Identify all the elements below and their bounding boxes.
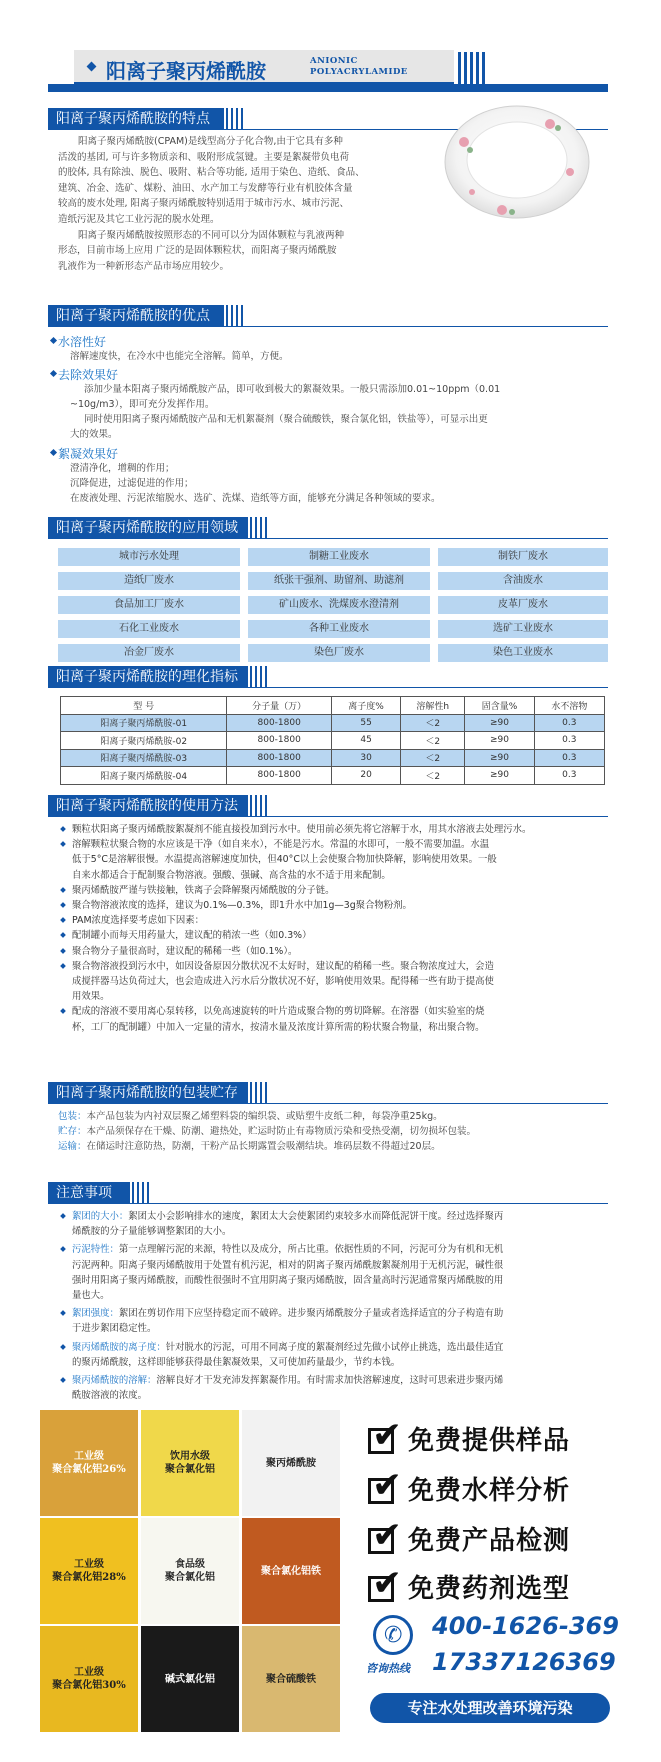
usage-line: 配制罐小而每天用药量大，建议配的稍浓一些（如0.3%） [72, 930, 312, 942]
usage-line: 配成的溶液不要用离心泵转移，以免高速旋转的叶片造成聚合物的剪切降解。在溶器（如实验室的烧 [72, 1006, 485, 1018]
note-item [60, 1209, 608, 1239]
note-item [60, 1340, 608, 1370]
note-line: 量也大。 [72, 1290, 110, 1302]
usage-line: 自来水都适合于配制聚合物溶液。强酸、强碱、高含盐的水不适于用来配制。 [72, 869, 391, 881]
usage-line: 聚合物分子量很高时，建议配的稀稀一些（如0.1%）。 [72, 945, 298, 957]
note-line: 烯酰胺的分子量能够调整絮团的大小。 [72, 1226, 232, 1238]
section-title-packaging: 阳离子聚丙烯酰胺的包装贮存 [48, 1082, 248, 1104]
usage-line: 杯，工厂的配制罐）中加入一定量的清水，按清水量及浓度计算所需的粉状聚合物量，称出聚合物。 [72, 1021, 485, 1033]
table-cell: ＜2 [401, 749, 465, 767]
note-line: 的聚丙烯酰胺，这样即能够获得最佳絮凝效果，又可使加药量最少，节约本钱。 [72, 1356, 401, 1368]
product-label-2: 聚合硫酸铁 [266, 1673, 316, 1685]
note-key: 污泥特性： [72, 1244, 119, 1256]
product-tile [242, 1626, 340, 1732]
product-label-2: 聚合氯化铝30% [52, 1680, 126, 1691]
packaging-text: 在储运时注意防热，防潮，干粉产品长期露置会吸潮结块。堆码层数不得超过20层。 [86, 1141, 441, 1152]
advantage-line: 沉降促进，过滤促进的作用； [70, 478, 194, 489]
check-icon: ✔ [372, 1465, 403, 1506]
product-tile [242, 1410, 340, 1516]
note-line [72, 1209, 608, 1224]
banner-title-cn: 阳离子聚丙烯酰胺 [106, 59, 266, 83]
note-text: 絮团在剪切作用下应坚持稳定而不破碎。进步聚丙烯酰胺分子量或者选择适宜的分子构造有助 [118, 1308, 504, 1320]
advantage-line: ~10g/m3），即可充分发挥作用。 [70, 399, 215, 410]
table-cell: ≥90 [465, 714, 534, 732]
table-cell: 30 [331, 749, 400, 767]
product-tile [141, 1410, 239, 1516]
application-cell: 染色厂废水 [248, 644, 430, 662]
advantage-text [70, 382, 610, 442]
usage-line: 聚合物溶液投到污水中，如因设备原因分散状况不太好时，建议配的稍稀一些。聚合物浓度过大，会造 [72, 960, 494, 972]
table-cell: 800-1800 [227, 749, 331, 767]
service-text: 免费产品检测 [408, 1526, 571, 1556]
note-item [60, 1242, 608, 1303]
product-label-2: 聚合氯化铝26% [52, 1464, 126, 1475]
banner-title-en: ANIONIC POLYACRYLAMIDE [310, 56, 408, 77]
usage-item [60, 913, 608, 928]
page-banner [48, 46, 608, 94]
product-label-1: 工业级 [73, 1667, 104, 1678]
application-cell: 纸张干强剂、助留剂、助滤剂 [248, 572, 430, 590]
usage-line: 颗粒状阳离子聚丙烯酰胺絮凝剂不能直接投加到污水中。使用前必须先将它溶解于水，用其水溶液去处理污水。 [72, 824, 532, 835]
note-line [72, 1373, 608, 1388]
application-cell: 含油废水 [438, 572, 608, 590]
slogan: 专注水处理改善环境污染 [370, 1693, 610, 1723]
table-cell: 阳离子聚丙烯酰胺-03 [61, 749, 227, 767]
usage-line: 低于5°C是溶解很慢。水温提高溶解速度加快，但40°C以上会使聚合物加快降解，影响使用效果。一般 [72, 854, 497, 866]
hotline-label: 咨询热线 [366, 1662, 410, 1675]
table-cell: 45 [331, 732, 400, 750]
advantage-text [70, 349, 610, 364]
features-line: 较高的废水处理, 阳离子聚丙烯酰胺特别适用于城市污水、城市污泥、 [58, 198, 350, 210]
table-header-cell: 水不溶物 [534, 697, 604, 715]
table-header-cell: 固含量% [465, 697, 534, 715]
check-icon: ✔ [372, 1515, 403, 1556]
advantage-text [70, 461, 610, 506]
packaging-key: 贮存： [58, 1126, 87, 1137]
note-line [72, 1340, 608, 1355]
product-label-2: 聚合氯化铝 [165, 1572, 215, 1583]
table-row [61, 714, 605, 732]
phone-icon: ✆ [373, 1615, 413, 1655]
application-cell: 制糖工业废水 [248, 548, 430, 566]
application-cell: 选矿工业废水 [438, 620, 608, 638]
usage-item [60, 928, 608, 943]
section-title-usage: 阳离子聚丙烯酰胺的使用方法 [48, 795, 248, 817]
note-text: 溶解良好才干发充沛发挥絮凝作用。有时需求加快溶解速度，这时可思索进步聚丙烯 [156, 1375, 504, 1387]
table-cell: ≥90 [465, 732, 534, 750]
table-header-cell: 型 号 [61, 697, 227, 715]
packaging-item [58, 1124, 610, 1139]
note-line: 污泥两种。阳离子聚丙烯酰胺用于处置有机污泥，相对的阴离子聚丙烯酰胺絮凝剂用于无机污泥，碱性很 [72, 1259, 504, 1271]
table-cell: ≥90 [465, 749, 534, 767]
service-text: 免费药剂选型 [408, 1574, 571, 1604]
section-title-advantages: 阳离子聚丙烯酰胺的优点 [48, 305, 224, 327]
stripes-decoration [458, 52, 488, 84]
table-row [61, 732, 605, 750]
usage-item [60, 944, 608, 959]
table-cell: 阳离子聚丙烯酰胺-01 [61, 714, 227, 732]
usage-item [60, 883, 608, 898]
table-cell: 55 [331, 714, 400, 732]
product-label-1: 工业级 [73, 1559, 104, 1570]
section-title-features: 阳离子聚丙烯酰胺的特点 [48, 108, 224, 130]
product-label-1: 食品级 [175, 1559, 205, 1570]
note-key: 聚丙烯酰胺的溶解： [72, 1375, 157, 1387]
note-line: 于进步絮团稳定性。 [72, 1323, 157, 1335]
plate-image [442, 102, 592, 220]
features-line: 乳液作为一种新形态产品市场应用较少。 [58, 260, 230, 272]
features-line: 阳离子聚丙烯酰胺按照形态的不同可以分为固体颗粒与乳液两种 [78, 229, 345, 241]
application-cell: 皮革厂废水 [438, 596, 608, 614]
table-cell: 800-1800 [227, 767, 331, 785]
packaging-key: 包装： [58, 1111, 87, 1122]
note-text: 絮团太小会影响排水的速度，絮团太大会使絮团约束较多水而降低泥饼干度。经过选择聚丙 [128, 1211, 504, 1222]
phone-number-1[interactable]: 400-1626-369 [432, 1612, 619, 1640]
product-tile [40, 1518, 138, 1624]
features-line: 形态，目前市场上应用 广泛的是固体颗粒状，而阳离子聚丙烯酰胺 [58, 245, 337, 257]
table-cell: ＜2 [401, 767, 465, 785]
features-line: 造纸污泥及其它工业污泥的脱水处理。 [58, 213, 220, 225]
product-grid [40, 1410, 340, 1733]
usage-item [60, 837, 608, 883]
advantage-heading: 絮凝效果好 [58, 447, 119, 461]
application-cell: 造纸厂废水 [58, 572, 240, 590]
note-line [72, 1242, 608, 1257]
table-cell: ＜2 [401, 714, 465, 732]
application-cell: 石化工业废水 [58, 620, 240, 638]
packaging-item [58, 1139, 610, 1154]
table-cell: 0.3 [534, 767, 604, 785]
product-tile [141, 1518, 239, 1624]
product-tile [40, 1410, 138, 1516]
usage-line: 溶解颗粒状聚合物的水应该是干净（如自来水），不能是污水。常温的水即可，一般不需要加温。水温 [72, 839, 490, 851]
product-tile [141, 1626, 239, 1732]
note-text: 第一点理解污泥的来源，特性以及成分，所占比重。依据性质的不同，污泥可分为有机和无机 [118, 1244, 504, 1256]
usage-line: 用效果。 [72, 991, 110, 1003]
application-cell: 食品加工厂废水 [58, 596, 240, 614]
table-cell: 20 [331, 767, 400, 785]
product-label-1: 饮用水级 [170, 1451, 210, 1462]
features-line: 阳离子聚丙烯酰胺(CPAM)是线型高分子化合物,由于它具有多种 [78, 136, 343, 147]
advantage-line: 大的效果。 [70, 429, 118, 440]
note-key: 絮团强度： [72, 1308, 119, 1320]
usage-line: 聚合物溶液浓度的选择，建议为0.1%—0.3%，即1升水中加1g—3g聚合物粉剂。 [72, 900, 412, 912]
application-cell: 矿山废水、洗煤废水澄清剂 [248, 596, 430, 614]
advantage-heading: 水溶性好 [58, 335, 107, 349]
table-cell: ＜2 [401, 732, 465, 750]
product-label-2: 聚合氯化铝28% [52, 1572, 126, 1583]
features-line: 建筑、冶金、选矿、煤粉、油田、水产加工与发酵等行业有机胶体含量 [58, 182, 353, 194]
section-title-applications: 阳离子聚丙烯酰胺的应用领域 [48, 517, 248, 539]
application-cell: 制铁厂废水 [438, 548, 608, 566]
section-title-specs: 阳离子聚丙烯酰胺的理化指标 [48, 666, 248, 688]
phone-number-2[interactable]: 17337126369 [432, 1648, 616, 1676]
check-icon: ✔ [372, 1563, 403, 1604]
product-tile [40, 1626, 138, 1732]
note-line: 强时用阳离子聚丙烯酰胺，而酸性很强时不宜用阴离子聚丙烯酰胺，固含量高时污泥通常聚丙烯酰胺的用 [72, 1274, 504, 1286]
usage-line: 成搅拌器马达负荷过大，也会造成进入污水后分散状况不好，影响使用效果。配得稀一些有助于提高使 [72, 976, 494, 988]
usage-item [60, 959, 608, 1005]
packaging-text: 本产品包装为内衬双层聚乙烯塑料袋的编织袋、或贴塑牛皮纸二种，每袋净重25kg。 [86, 1111, 443, 1122]
advantage-line: 在废液处理、污泥浓缩脱水、选矿、洗煤、造纸等方面，能够充分满足各种领域的要求。 [70, 493, 441, 504]
packaging-key: 运输： [58, 1141, 87, 1152]
product-label-2: 聚丙烯酰胺 [266, 1457, 316, 1469]
advantage-heading: 去除效果好 [58, 368, 119, 382]
service-text: 免费水样分析 [408, 1476, 571, 1506]
table-cell: ≥90 [465, 767, 534, 785]
table-header-row [61, 697, 605, 715]
table-cell: 阳离子聚丙烯酰胺-02 [61, 732, 227, 750]
service-text: 免费提供样品 [408, 1426, 571, 1456]
product-tile [242, 1518, 340, 1624]
table-header-cell: 溶解性h [401, 697, 465, 715]
note-text: 针对脱水的污泥，可用不同离子度的絮凝剂经过先做小试停止挑选，选出最佳适宜 [165, 1341, 504, 1353]
note-key: 聚丙烯酰胺的离子度： [72, 1341, 166, 1353]
product-label-2: 碱式氯化铝 [165, 1673, 215, 1685]
advantage-line: 澄清净化，增稠的作用； [70, 463, 175, 474]
application-cell: 各种工业废水 [248, 620, 430, 638]
usage-line: 聚丙烯酰胺严谨与铁接触，铁离子会降解聚丙烯酰胺的分子链。 [72, 884, 335, 896]
usage-item [60, 822, 608, 837]
table-header-cell: 离子度% [331, 697, 400, 715]
application-cell: 染色工业废水 [438, 644, 608, 662]
packaging-item [58, 1109, 610, 1124]
note-key: 絮团的大小： [72, 1211, 129, 1222]
advantage-line: 添加少量本阳离子聚丙烯酰胺产品，即可收到极大的絮凝效果。一般只需添加0.01~10ppm（0.01 [84, 384, 501, 395]
table-cell: 800-1800 [227, 732, 331, 750]
table-cell: 阳离子聚丙烯酰胺-04 [61, 767, 227, 785]
packaging-text: 本产品须保存在干燥、防潮、避热处，贮运时防止有毒物质污染和受热受潮，切勿损坏包装。 [86, 1126, 477, 1137]
application-cell: 城市污水处理 [58, 548, 240, 566]
features-line: 活泼的基团, 可与许多物质亲和、吸附形成氢键。主要是絮凝带负电荷 [58, 151, 350, 163]
note-item [60, 1373, 608, 1403]
specs-table [60, 696, 605, 785]
usage-list [60, 822, 608, 1035]
diamond-icon [87, 62, 97, 72]
notes-list [60, 1209, 608, 1406]
table-cell: 0.3 [534, 732, 604, 750]
features-line: 的胶体, 具有除浊、脱色、吸附、粘合等功能, 适用于染色、造纸、食品、 [58, 167, 365, 179]
packaging-list [58, 1109, 610, 1154]
advantage-line: 溶解速度快，在冷水中也能完全溶解。简单，方便。 [70, 351, 289, 362]
product-label-2: 聚合氯化铝 [165, 1464, 215, 1475]
usage-item [60, 898, 608, 913]
check-icon: ✔ [372, 1415, 403, 1456]
table-header-cell: 分子量（万） [227, 697, 331, 715]
section-title-notes: 注意事项 [48, 1182, 130, 1204]
note-line: 酰胺溶液的浓度。 [72, 1390, 148, 1402]
product-label-1: 工业级 [73, 1451, 104, 1462]
banner-tab [74, 50, 454, 86]
features-text [58, 134, 443, 274]
table-row [61, 749, 605, 767]
note-item [60, 1306, 608, 1336]
note-line [72, 1306, 608, 1321]
table-cell: 0.3 [534, 714, 604, 732]
table-cell: 800-1800 [227, 714, 331, 732]
table-cell: 0.3 [534, 749, 604, 767]
product-label-2: 聚合氯化铝铁 [261, 1565, 321, 1577]
table-row [61, 767, 605, 785]
usage-line: PAM浓度选择要考虑如下因素： [72, 915, 205, 927]
application-cell: 冶金厂废水 [58, 644, 240, 662]
advantage-line: 同时使用阳离子聚丙烯酰胺产品和无机絮凝剂（聚合硫酸铁，聚合氯化铝，铁盐等），可显示出更 [84, 414, 488, 425]
usage-item [60, 1004, 608, 1034]
